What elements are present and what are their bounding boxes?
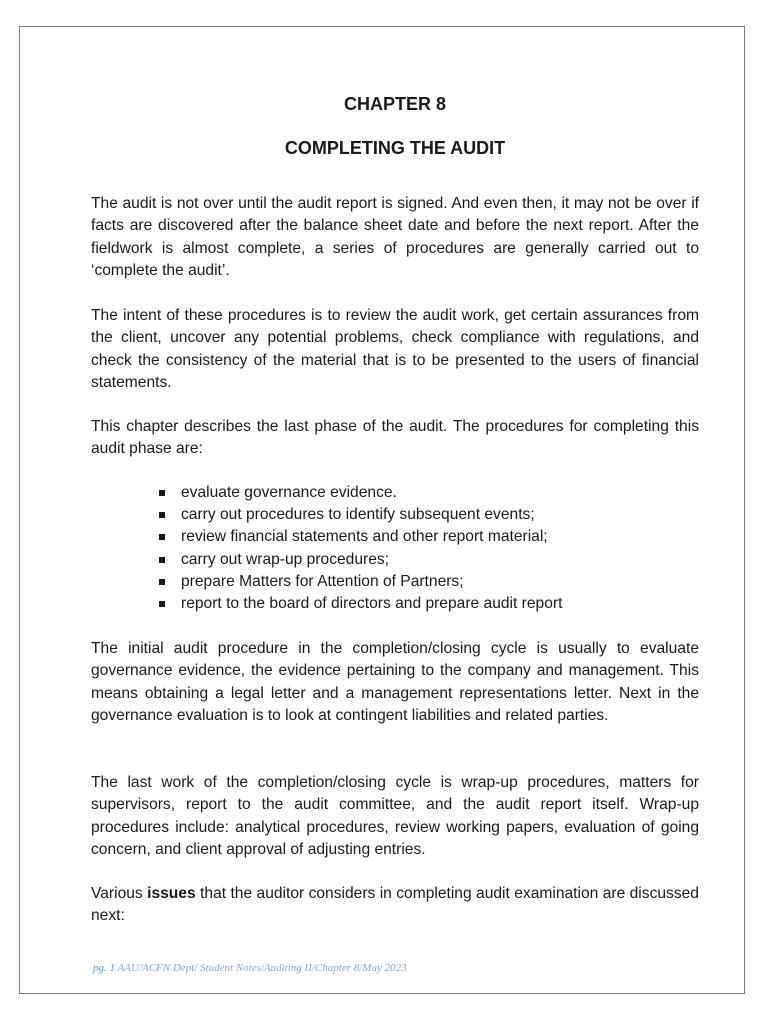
list-item: [157, 549, 697, 571]
square-bullet-icon: [159, 490, 165, 496]
list-item: [157, 593, 697, 615]
chapter-heading: CHAPTER 8: [343, 94, 446, 114]
footer-text: AAU/ACFN Dept/ Student Notes/Auditing II/Chapter 8/May 2023: [117, 962, 407, 974]
paragraph-issues: [91, 883, 699, 928]
square-bullet-icon: [159, 534, 165, 540]
list-item: [157, 526, 697, 548]
list-item: [157, 571, 697, 593]
list-item-text: carry out procedures to identify subsequent events;: [181, 506, 535, 524]
list-item: [157, 482, 697, 504]
paragraph-intro: The audit is not over until the audit report is signed. And even then, it may not be over if facts are discovered after the balance sheet date and before the next report. After the fieldwork is almost complete, a series of procedures are generally carried out to ‘complete the audit’.: [91, 195, 699, 280]
list-item-text: evaluate governance evidence.: [181, 484, 397, 501]
page-footer: [93, 961, 407, 975]
issues-bold-term: issues: [147, 885, 196, 902]
issues-text-after: that the auditor considers in completing audit examination are discussed next:: [91, 885, 699, 925]
square-bullet-icon: [159, 579, 165, 585]
footer-page-number: pg. 1: [93, 962, 115, 974]
square-bullet-icon: [159, 512, 165, 518]
paragraph-governance: The initial audit procedure in the completion/closing cycle is usually to evaluate governance evidence, the evidence pertaining to the company and management. This means obtaining a legal letter and a management representations letter. Next in the governance evaluation is to look at contingent liabilities and related parties.: [91, 640, 699, 725]
issues-text-before: Various: [91, 885, 148, 902]
chapter-title: COMPLETING THE AUDIT: [284, 138, 506, 158]
list-item-text: report to the board of directors and prepare audit report: [181, 594, 563, 612]
square-bullet-icon: [159, 601, 165, 607]
paragraph-intent: The intent of these procedures is to review the audit work, get certain assurances from the client, uncover any potential problems, check compliance with regulations, and check the consistency of the material that is to be presented to the users of financial statements.: [91, 307, 699, 392]
procedures-list: [157, 482, 697, 615]
list-item-text: review financial statements and other report material;: [181, 528, 548, 546]
document-page: [19, 26, 745, 994]
paragraph-wrap-up: The last work of the completion/closing cycle is wrap-up procedures, matters for supervisors, report to the audit committee, and the audit report itself. Wrap-up procedures include: analytical procedures, review working papers, evaluation of going concern, and client approval of adjusting entries.: [91, 774, 699, 859]
list-item: [157, 504, 697, 526]
list-item-text: prepare Matters for Attention of Partners;: [181, 572, 464, 590]
list-item-text: carry out wrap-up procedures;: [181, 550, 390, 568]
square-bullet-icon: [159, 557, 165, 563]
paragraph-procedures-intro: This chapter describes the last phase of the audit. The procedures for completing this audit phase are:: [91, 418, 699, 458]
